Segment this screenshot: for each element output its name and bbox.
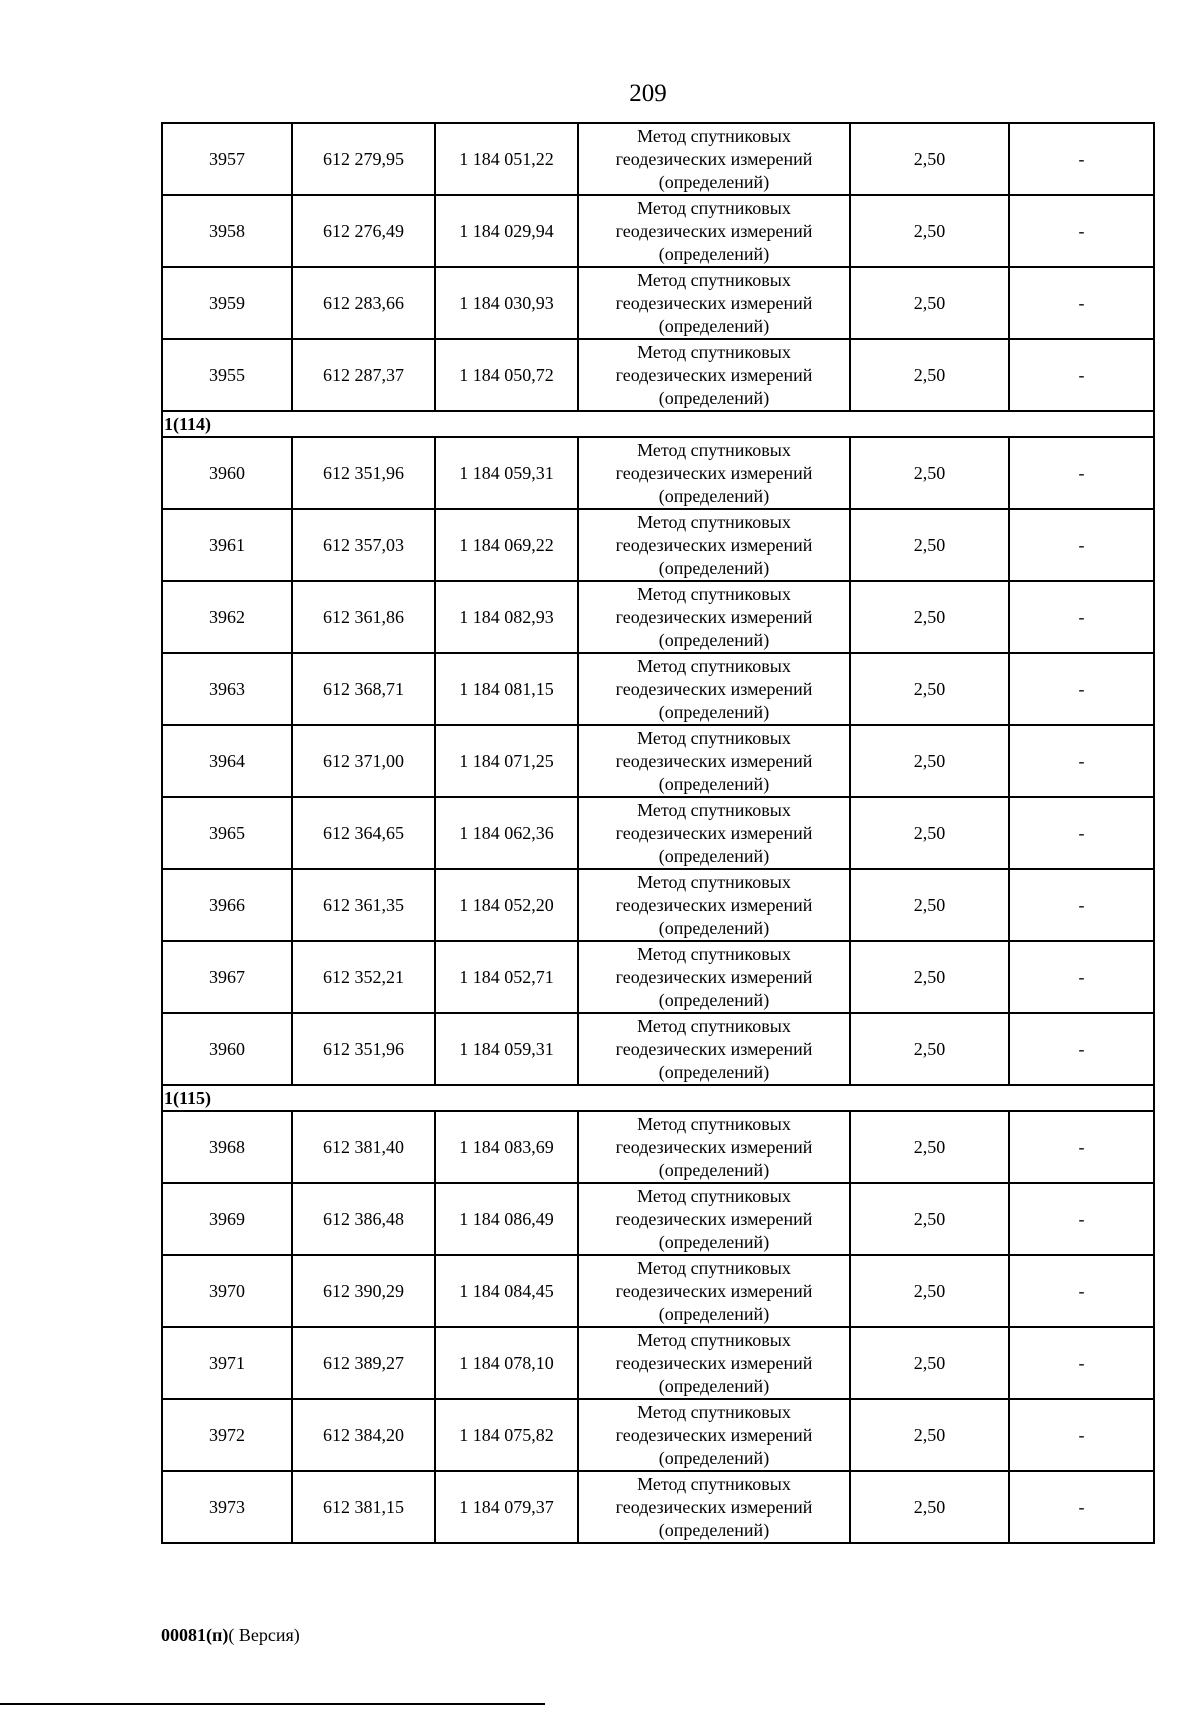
method-line-3: (определений) (658, 315, 770, 336)
method-line-2: геодезических измерений (615, 1352, 813, 1373)
point-number-cell: 3969 (162, 1183, 292, 1255)
method-line-3: (определений) (658, 1061, 770, 1082)
note-cell: - (1009, 339, 1154, 411)
point-number-cell: 3973 (162, 1471, 292, 1543)
accuracy-cell: 2,50 (850, 1471, 1009, 1543)
method-line-1: Метод спутниковых (637, 125, 791, 146)
method-line-3: (определений) (658, 1447, 770, 1468)
method-line-1: Метод спутниковых (637, 439, 791, 460)
accuracy-cell: 2,50 (850, 869, 1009, 941)
method-line-1: Метод спутниковых (637, 799, 791, 820)
accuracy-cell: 2,50 (850, 725, 1009, 797)
accuracy-cell: 2,50 (850, 653, 1009, 725)
method-line-3: (определений) (658, 629, 770, 650)
y-coordinate-cell: 1 184 079,37 (435, 1471, 578, 1543)
table-row (162, 1327, 1154, 1399)
method-cell (578, 1399, 850, 1471)
footer-code: 00081(п) (161, 1625, 229, 1645)
method-line-1: Метод спутниковых (637, 341, 791, 362)
point-number-cell: 3957 (162, 123, 292, 195)
method-cell (578, 195, 850, 267)
table-row (162, 267, 1154, 339)
x-coordinate-cell: 612 287,37 (292, 339, 435, 411)
note-cell: - (1009, 941, 1154, 1013)
note-cell: - (1009, 1471, 1154, 1543)
y-coordinate-cell: 1 184 086,49 (435, 1183, 578, 1255)
table-row (162, 1111, 1154, 1183)
method-line-3: (определений) (658, 1231, 770, 1252)
accuracy-cell: 2,50 (850, 797, 1009, 869)
point-number-cell: 3958 (162, 195, 292, 267)
note-cell: - (1009, 1013, 1154, 1085)
group-row (162, 411, 1154, 437)
method-cell (578, 1111, 850, 1183)
note-cell: - (1009, 1183, 1154, 1255)
page-number: 209 (629, 80, 667, 107)
coordinates-table (161, 122, 1155, 1544)
point-number-cell: 3960 (162, 1013, 292, 1085)
method-line-2: геодезических измерений (615, 1280, 813, 1301)
group-row (162, 1085, 1154, 1111)
method-line-3: (определений) (658, 1159, 770, 1180)
y-coordinate-cell: 1 184 059,31 (435, 437, 578, 509)
note-cell: - (1009, 509, 1154, 581)
method-cell (578, 437, 850, 509)
y-coordinate-cell: 1 184 081,15 (435, 653, 578, 725)
method-line-3: (определений) (658, 387, 770, 408)
point-number-cell: 3964 (162, 725, 292, 797)
method-line-3: (определений) (658, 845, 770, 866)
y-coordinate-cell: 1 184 071,25 (435, 725, 578, 797)
method-cell (578, 123, 850, 195)
accuracy-cell: 2,50 (850, 509, 1009, 581)
y-coordinate-cell: 1 184 062,36 (435, 797, 578, 869)
note-cell: - (1009, 1327, 1154, 1399)
x-coordinate-cell: 612 364,65 (292, 797, 435, 869)
method-line-2: геодезических измерений (615, 1208, 813, 1229)
group-label: 1(115) (162, 1085, 1154, 1111)
method-line-2: геодезических измерений (615, 534, 813, 555)
accuracy-cell: 2,50 (850, 1327, 1009, 1399)
x-coordinate-cell: 612 381,15 (292, 1471, 435, 1543)
accuracy-cell: 2,50 (850, 123, 1009, 195)
x-coordinate-cell: 612 352,21 (292, 941, 435, 1013)
method-cell (578, 797, 850, 869)
note-cell: - (1009, 653, 1154, 725)
y-coordinate-cell: 1 184 083,69 (435, 1111, 578, 1183)
method-line-2: геодезических измерений (615, 1424, 813, 1445)
method-line-1: Метод спутниковых (637, 1257, 791, 1278)
x-coordinate-cell: 612 368,71 (292, 653, 435, 725)
accuracy-cell: 2,50 (850, 1013, 1009, 1085)
point-number-cell: 3959 (162, 267, 292, 339)
x-coordinate-cell: 612 389,27 (292, 1327, 435, 1399)
method-line-1: Метод спутниковых (637, 1473, 791, 1494)
method-line-2: геодезических измерений (615, 1038, 813, 1059)
note-cell: - (1009, 1111, 1154, 1183)
point-number-cell: 3965 (162, 797, 292, 869)
x-coordinate-cell: 612 381,40 (292, 1111, 435, 1183)
x-coordinate-cell: 612 351,96 (292, 437, 435, 509)
accuracy-cell: 2,50 (850, 339, 1009, 411)
y-coordinate-cell: 1 184 051,22 (435, 123, 578, 195)
method-line-2: геодезических измерений (615, 1496, 813, 1517)
coordinates-table-body (162, 123, 1154, 1543)
footer-version: ( Версия) (228, 1625, 300, 1645)
point-number-cell: 3971 (162, 1327, 292, 1399)
method-line-1: Метод спутниковых (637, 1015, 791, 1036)
accuracy-cell: 2,50 (850, 1183, 1009, 1255)
table-row (162, 1399, 1154, 1471)
y-coordinate-cell: 1 184 052,71 (435, 941, 578, 1013)
method-line-3: (определений) (658, 557, 770, 578)
method-line-1: Метод спутниковых (637, 269, 791, 290)
y-coordinate-cell: 1 184 050,72 (435, 339, 578, 411)
table-row (162, 123, 1154, 195)
table-row (162, 1183, 1154, 1255)
method-line-1: Метод спутниковых (637, 1113, 791, 1134)
method-cell (578, 1013, 850, 1085)
table-row (162, 1255, 1154, 1327)
method-line-2: геодезических измерений (615, 364, 813, 385)
method-line-3: (определений) (658, 773, 770, 794)
method-line-3: (определений) (658, 1375, 770, 1396)
point-number-cell: 3963 (162, 653, 292, 725)
y-coordinate-cell: 1 184 075,82 (435, 1399, 578, 1471)
method-line-3: (определений) (658, 485, 770, 506)
note-cell: - (1009, 797, 1154, 869)
method-cell (578, 1183, 850, 1255)
method-line-1: Метод спутниковых (637, 655, 791, 676)
table-row (162, 339, 1154, 411)
table-row (162, 1471, 1154, 1543)
method-cell (578, 581, 850, 653)
accuracy-cell: 2,50 (850, 437, 1009, 509)
table-row (162, 581, 1154, 653)
method-line-3: (определений) (658, 701, 770, 722)
method-cell (578, 267, 850, 339)
method-line-2: геодезических измерений (615, 1136, 813, 1157)
x-coordinate-cell: 612 279,95 (292, 123, 435, 195)
method-line-2: геодезических измерений (615, 822, 813, 843)
method-line-3: (определений) (658, 1519, 770, 1540)
y-coordinate-cell: 1 184 030,93 (435, 267, 578, 339)
method-line-2: геодезических измерений (615, 292, 813, 313)
x-coordinate-cell: 612 361,35 (292, 869, 435, 941)
method-cell (578, 725, 850, 797)
accuracy-cell: 2,50 (850, 1399, 1009, 1471)
table-row (162, 195, 1154, 267)
note-cell: - (1009, 195, 1154, 267)
method-line-2: геодезических измерений (615, 678, 813, 699)
point-number-cell: 3962 (162, 581, 292, 653)
y-coordinate-cell: 1 184 029,94 (435, 195, 578, 267)
point-number-cell: 3970 (162, 1255, 292, 1327)
point-number-cell: 3972 (162, 1399, 292, 1471)
x-coordinate-cell: 612 276,49 (292, 195, 435, 267)
method-line-1: Метод спутниковых (637, 1401, 791, 1422)
method-line-1: Метод спутниковых (637, 727, 791, 748)
table-row (162, 653, 1154, 725)
method-line-2: геодезических измерений (615, 148, 813, 169)
method-line-3: (определений) (658, 1303, 770, 1324)
point-number-cell: 3955 (162, 339, 292, 411)
point-number-cell: 3966 (162, 869, 292, 941)
note-cell: - (1009, 1399, 1154, 1471)
method-line-1: Метод спутниковых (637, 871, 791, 892)
y-coordinate-cell: 1 184 052,20 (435, 869, 578, 941)
note-cell: - (1009, 1255, 1154, 1327)
note-cell: - (1009, 581, 1154, 653)
y-coordinate-cell: 1 184 059,31 (435, 1013, 578, 1085)
accuracy-cell: 2,50 (850, 1255, 1009, 1327)
method-line-2: геодезических измерений (615, 606, 813, 627)
footer-note (161, 1625, 300, 1646)
point-number-cell: 3961 (162, 509, 292, 581)
method-cell (578, 869, 850, 941)
method-line-2: геодезических измерений (615, 966, 813, 987)
method-line-2: геодезических измерений (615, 462, 813, 483)
table-row (162, 1013, 1154, 1085)
note-cell: - (1009, 267, 1154, 339)
table-row (162, 437, 1154, 509)
note-cell: - (1009, 725, 1154, 797)
method-line-1: Метод спутниковых (637, 943, 791, 964)
accuracy-cell: 2,50 (850, 1111, 1009, 1183)
x-coordinate-cell: 612 371,00 (292, 725, 435, 797)
y-coordinate-cell: 1 184 082,93 (435, 581, 578, 653)
method-line-1: Метод спутниковых (637, 1329, 791, 1350)
method-cell (578, 509, 850, 581)
method-line-3: (определений) (658, 171, 770, 192)
method-line-1: Метод спутниковых (637, 511, 791, 532)
method-line-2: геодезических измерений (615, 220, 813, 241)
method-line-3: (определений) (658, 989, 770, 1010)
point-number-cell: 3960 (162, 437, 292, 509)
table-row (162, 725, 1154, 797)
method-line-2: геодезических измерений (615, 894, 813, 915)
x-coordinate-cell: 612 283,66 (292, 267, 435, 339)
x-coordinate-cell: 612 361,86 (292, 581, 435, 653)
table-row (162, 509, 1154, 581)
y-coordinate-cell: 1 184 069,22 (435, 509, 578, 581)
bottom-rule (0, 1703, 545, 1705)
method-cell (578, 653, 850, 725)
note-cell: - (1009, 869, 1154, 941)
note-cell: - (1009, 123, 1154, 195)
table-row (162, 797, 1154, 869)
x-coordinate-cell: 612 384,20 (292, 1399, 435, 1471)
x-coordinate-cell: 612 351,96 (292, 1013, 435, 1085)
y-coordinate-cell: 1 184 078,10 (435, 1327, 578, 1399)
accuracy-cell: 2,50 (850, 267, 1009, 339)
accuracy-cell: 2,50 (850, 195, 1009, 267)
method-line-3: (определений) (658, 243, 770, 264)
x-coordinate-cell: 612 357,03 (292, 509, 435, 581)
method-line-1: Метод спутниковых (637, 197, 791, 218)
method-line-3: (определений) (658, 917, 770, 938)
method-cell (578, 1471, 850, 1543)
point-number-cell: 3967 (162, 941, 292, 1013)
method-cell (578, 1327, 850, 1399)
accuracy-cell: 2,50 (850, 941, 1009, 1013)
x-coordinate-cell: 612 390,29 (292, 1255, 435, 1327)
table-row (162, 869, 1154, 941)
table-row (162, 941, 1154, 1013)
point-number-cell: 3968 (162, 1111, 292, 1183)
accuracy-cell: 2,50 (850, 581, 1009, 653)
y-coordinate-cell: 1 184 084,45 (435, 1255, 578, 1327)
x-coordinate-cell: 612 386,48 (292, 1183, 435, 1255)
group-label: 1(114) (162, 411, 1154, 437)
method-line-1: Метод спутниковых (637, 583, 791, 604)
method-line-2: геодезических измерений (615, 750, 813, 771)
method-cell (578, 941, 850, 1013)
method-cell (578, 1255, 850, 1327)
method-line-1: Метод спутниковых (637, 1185, 791, 1206)
method-cell (578, 339, 850, 411)
note-cell: - (1009, 437, 1154, 509)
